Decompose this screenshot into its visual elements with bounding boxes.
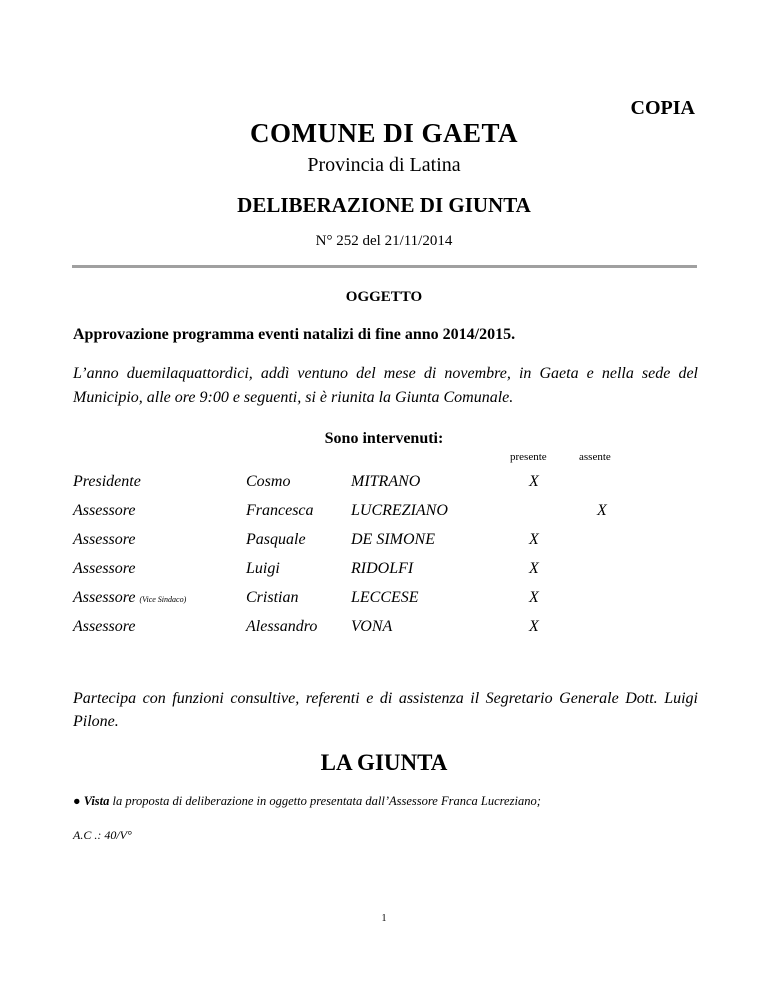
secretary-paragraph: Partecipa con funzioni consultive, referenti e di assistenza il Segretario Generale Dott. Luigi Pilone. (73, 690, 698, 730)
member-role-label: Assessore (73, 502, 136, 519)
subject-text: Approvazione programma eventi natalizi di fine anno 2014/2015. (73, 326, 516, 343)
attendance-heading: Sono intervenuti: (324, 430, 444, 447)
member-last-name: LECCESE (351, 589, 419, 606)
subject-heading: OGGETTO (345, 289, 423, 305)
vista-paragraph (73, 794, 541, 809)
present-mark: X (529, 473, 539, 490)
member-role (73, 560, 136, 578)
member-first-name: Alessandro (246, 618, 318, 635)
member-role (73, 502, 136, 520)
member-last-name: RIDOLFI (351, 560, 414, 577)
present-mark: X (529, 531, 539, 548)
member-first-name: Cosmo (246, 473, 291, 490)
member-role (73, 531, 136, 549)
member-role-note: (Vice Sindaco) (139, 595, 187, 604)
member-last-name: VONA (351, 618, 393, 635)
member-first-name: Luigi (246, 560, 280, 577)
member-role-label: Assessore (73, 531, 136, 548)
section-title: LA GIUNTA (320, 750, 448, 775)
member-role-label: Assessore (73, 618, 136, 635)
present-mark: X (529, 560, 539, 577)
present-mark: X (529, 589, 539, 606)
member-first-name: Francesca (246, 502, 314, 519)
member-role (73, 589, 186, 607)
member-role-label: Assessore (73, 560, 136, 577)
present-mark: X (529, 618, 539, 635)
member-last-name: DE SIMONE (351, 531, 435, 548)
member-role-label: Presidente (73, 473, 141, 490)
municipality-title: COMUNE DI GAETA (249, 118, 518, 148)
ac-reference: A.C .: 40/V° (73, 828, 132, 842)
member-first-name: Cristian (246, 589, 299, 606)
member-last-name: MITRANO (351, 473, 421, 490)
document-type: DELIBERAZIONE DI GIUNTA (237, 193, 531, 217)
member-role (73, 473, 141, 491)
province-subtitle: Provincia di Latina (307, 154, 461, 176)
member-role-label: Assessore (73, 589, 136, 606)
absent-column-header: assente (579, 451, 611, 463)
resolution-number: N° 252 del 21/11/2014 (315, 233, 453, 249)
member-first-name: Pasquale (246, 531, 306, 548)
present-column-header: presente (510, 451, 547, 463)
page-number: 1 (381, 913, 387, 924)
preamble-paragraph: L’anno duemilaquattordici, addì ventuno del mese di novembre, in Gaeta e nella sede del Municipio, alle ore 9:00 e seguenti, si è riunita la Giunta Comunale. (73, 365, 698, 406)
member-last-name: LUCREZIANO (351, 502, 448, 519)
bullet-icon: ● (73, 794, 81, 808)
vista-text: la proposta di deliberazione in oggetto presentata dall’Assessore Franca Lucreziano; (109, 794, 541, 808)
member-role (73, 618, 136, 636)
absent-mark: X (597, 502, 607, 519)
copy-stamp: COPIA (630, 97, 695, 119)
vista-keyword: Vista (83, 794, 110, 808)
header-divider (72, 265, 697, 268)
